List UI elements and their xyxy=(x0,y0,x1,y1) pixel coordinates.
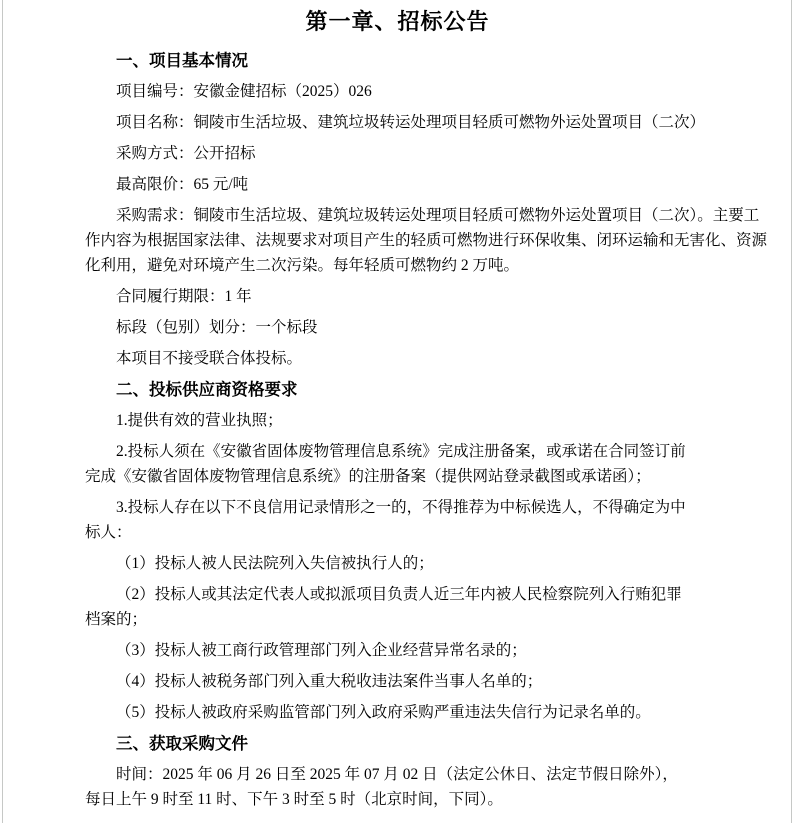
section-heading-obtain-documents: 三、获取采购文件 xyxy=(116,734,248,753)
doc-line-obtain-time-a: 时间：2025 年 06 月 26 日至 2025 年 07 月 02 日（法定公休日、法定节假日除外）， xyxy=(116,766,678,783)
doc-line-qual-2a: 2.投标人须在《安徽省固体废物管理信息系统》完成注册备案，或承诺在合同签订前 xyxy=(116,443,686,460)
doc-line-project-name: 项目名称：铜陵市生活垃圾、建筑垃圾转运处理项目轻质可燃物外运处置项目（二次） xyxy=(116,114,706,131)
doc-line-max-price: 最高限价：65 元/吨 xyxy=(116,176,249,193)
doc-line-requirement-3: 化利用，避免对环境产生二次污染。每年轻质可燃物约 2 万吨。 xyxy=(85,257,520,274)
doc-line-lot-division: 标段（包别）划分：一个标段 xyxy=(116,319,318,336)
doc-line-procurement-method: 采购方式：公开招标 xyxy=(116,145,256,162)
doc-line-credit-item-3: （3）投标人被工商行政管理部门列入企业经营异常名录的； xyxy=(116,642,527,659)
doc-line-credit-item-4: （4）投标人被税务部门列入重大税收违法案件当事人名单的； xyxy=(116,673,543,690)
doc-line-credit-item-5: （5）投标人被政府采购监管部门列入政府采购严重违法失信行为记录名单的。 xyxy=(116,704,651,721)
doc-line-qual-2b: 完成《安徽省固体废物管理信息系统》的注册备案（提供网站登录截图或承诺函）； xyxy=(85,468,651,485)
section-heading-project-info: 一、项目基本情况 xyxy=(116,51,248,70)
section-heading-qualification: 二、投标供应商资格要求 xyxy=(116,380,298,399)
doc-line-credit-item-2a: （2）投标人或其法定代表人或拟派项目负责人近三年内被人民检察院列入行贿犯罪 xyxy=(116,586,682,603)
doc-line-project-number: 项目编号：安徽金健招标（2025）026 xyxy=(116,83,372,100)
doc-line-contract-term: 合同履行期限：1 年 xyxy=(116,288,252,305)
doc-line-requirement-2: 作内容为根据国家法律、法规要求对项目产生的轻质可燃物进行环保收集、闭环运输和无害化、资源 xyxy=(85,232,768,249)
doc-line-credit-item-2b: 档案的； xyxy=(85,611,148,628)
doc-line-no-consortium: 本项目不接受联合体投标。 xyxy=(116,350,303,367)
page-title: 第一章、招标公告 xyxy=(305,9,490,34)
doc-line-qual-3b: 标人： xyxy=(85,524,132,541)
doc-line-obtain-time-b: 每日上午 9 时至 11 时、下午 3 时至 5 时（北京时间，下同）。 xyxy=(85,791,503,808)
doc-line-qual-3a: 3.投标人存在以下不良信用记录情形之一的，不得推荐为中标候选人，不得确定为中 xyxy=(116,499,686,516)
doc-line-requirement-1: 采购需求：铜陵市生活垃圾、建筑垃圾转运处理项目轻质可燃物外运处置项目（二次）。主要工 xyxy=(116,207,760,224)
doc-line-qual-1: 1.提供有效的营业执照； xyxy=(116,412,283,429)
doc-line-credit-item-1: （1）投标人被人民法院列入失信被执行人的； xyxy=(116,555,434,572)
